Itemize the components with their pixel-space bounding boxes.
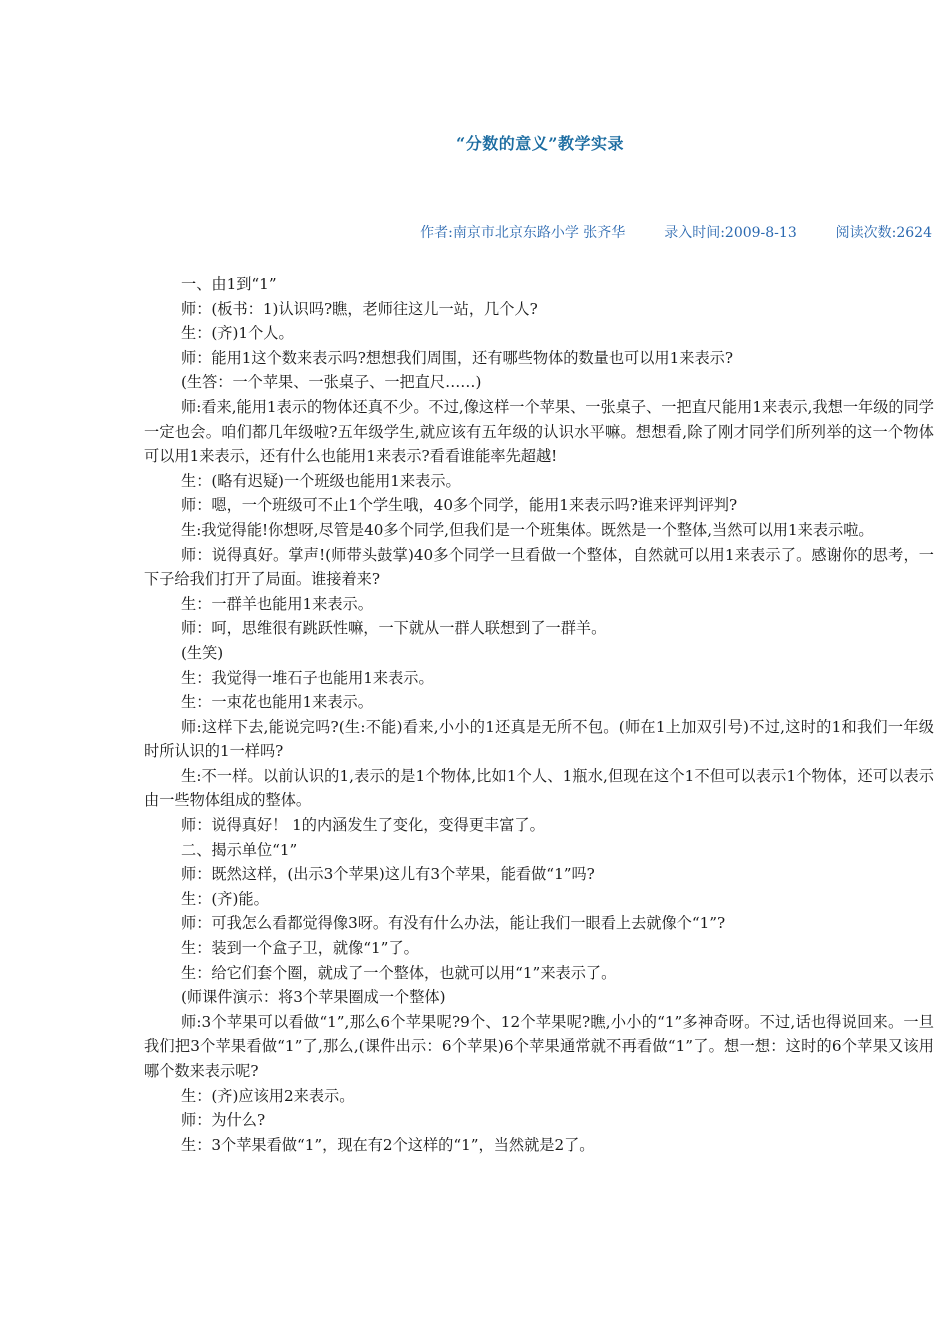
paragraph: 师:3个苹果可以看做“1”,那么6个苹果呢?9个、12个苹果呢?瞧,小小的“1”多神奇呀。不过,话也得说回来。一旦我们把3个苹果看做“1”了,那么,(课件出示：6个苹果)6个苹果通常就不再看做“1”了。想一想：这时的6个苹果又该用哪个数来表示呢?: [144, 1012, 934, 1080]
paragraph: 生:我觉得能!你想呀,尽管是40多个同学,但我们是一个班集体。既然是一个整体,当然可以用1来表示啦。: [181, 520, 874, 539]
author-info: 作者:南京市北京东路小学 张齐华: [420, 225, 626, 241]
entry-time: 录入时间:2009-8-13: [664, 225, 797, 241]
paragraph: (生笑): [181, 643, 224, 662]
paragraph: 师：呵，思维很有跳跃性嘛，一下就从一群人联想到了一群羊。: [181, 619, 607, 638]
paragraph: 师：既然这样，(出示3个苹果)这儿有3个苹果，能看做“1”吗?: [181, 865, 595, 884]
paragraph: (师课件演示：将3个苹果圈成一个整体): [181, 988, 446, 1007]
paragraph: 师：说得真好！ 1的内涵发生了变化，变得更丰富了。: [181, 816, 545, 835]
paragraph: 生：(齐)应该用2来表示。: [181, 1086, 355, 1105]
paragraph: (生答：一个苹果、一张桌子、一把直尺……): [181, 373, 482, 392]
paragraph: 师：可我怎么看都觉得像3呀。有没有什么办法，能让我们一眼看上去就像个“1”?: [181, 914, 726, 933]
paragraph: 生：装到一个盒子卫，就像“1”了。: [181, 939, 419, 958]
paragraph: 师：为什么?: [181, 1111, 266, 1130]
paragraph: 生：3个苹果看做“1”，现在有2个这样的“1”，当然就是2了。: [181, 1135, 595, 1154]
paragraph: 师：说得真好。掌声!(师带头鼓掌)40多个同学一旦看做一个整体，自然就可以用1来表示了。感谢你的思考，一下子给我们打开了局面。谁接着来?: [144, 545, 934, 589]
article-meta: [420, 222, 932, 242]
paragraph: 师：嗯，一个班级可不止1个学生哦，40多个同学，能用1来表示吗?谁来评判评判?: [181, 496, 738, 515]
paragraph: 生：给它们套个圈，就成了一个整体，也就可以用“1”来表示了。: [181, 963, 617, 982]
paragraph: 生：一群羊也能用1来表示。: [181, 594, 373, 613]
section-heading: 一、由1到“1”: [181, 275, 277, 293]
paragraph: 生：(齐)1个人。: [181, 324, 294, 343]
read-count: 阅读次数:2624: [835, 225, 932, 241]
paragraph: 师：能用1这个数来表示吗?想想我们周围，还有哪些物体的数量也可以用1来表示?: [181, 348, 733, 367]
paragraph: 生：一束花也能用1来表示。: [181, 693, 373, 712]
paragraph: 生：(略有迟疑)一个班级也能用1来表示。: [181, 471, 461, 490]
paragraph: 师：(板书：1)认识吗?瞧，老师往这儿一站，几个人?: [181, 299, 538, 318]
paragraph: 师:看来,能用1表示的物体还真不少。不过,像这样一个苹果、一张桌子、一把直尺能用1来表示,我想一年级的同学一定也会。咱们都几年级啦?五年级学生,就应该有五年级的认识水平嘛。想想看,除了刚才同学们所列举的这一个物体可以用1来表示，还有什么也能用1来表示?看看谁能率先超越!: [144, 397, 934, 466]
paragraph: 生：我觉得一堆石子也能用1来表示。: [181, 668, 434, 687]
article-body: [144, 272, 934, 1157]
paragraph: 师:这样下去,能说完吗?(生:不能)看来,小小的1还真是无所不包。(师在1上加双引号)不过,这时的1和我们一年级时所认识的1一样吗?: [144, 717, 934, 761]
section-heading: 二、揭示单位“1”: [181, 840, 298, 859]
paragraph: 生：(齐)能。: [181, 889, 269, 908]
paragraph: 生:不一样。以前认识的1,表示的是1个物体,比如1个人、1瓶水,但现在这个1不但可以表示1个物体，还可以表示由一些物体组成的整体。: [144, 766, 934, 810]
page-title: “分数的意义”教学实录: [456, 134, 624, 153]
